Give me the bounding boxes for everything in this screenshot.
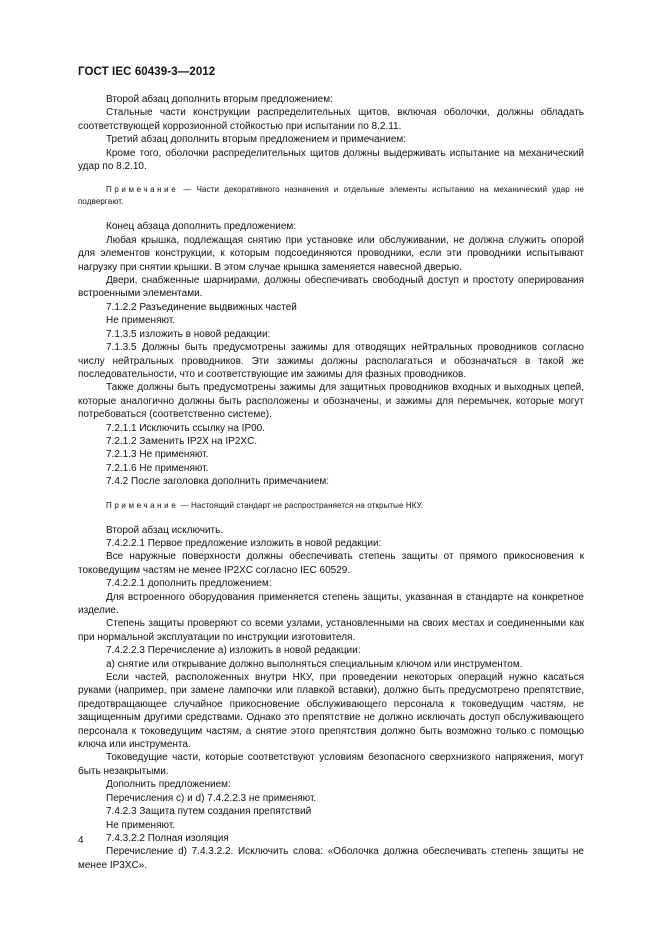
body-paragraph: 7.4.3.2.2 Полная изоляция xyxy=(106,832,229,844)
body-paragraph: Степень защиты проверяют со всеми узлами, установленными на своих местах и соединенными как при нормальной эксплуатации по инструкции изготовителя. xyxy=(78,618,584,643)
body-paragraph: Если частей, расположенных внутри НКУ, при проведении некоторых операций нужно касаться руками (например, при замене лампочки или плавкой вставки), должно быть предусмотрено препятствие, предотвращающее случайное прикосновение обслуживающего персонала к токоведущим частям, не защищенным другими средствами. Однако это препятствие не должно исключать доступ обслуживающего персонала к токоведущим частям, а снятие этого препятствия должно быть возможно только с помощью ключа или инструмента. xyxy=(78,672,584,751)
page-number: 4 xyxy=(78,835,84,846)
body-paragraph: 7.4.2.2.3 Перечисление а) изложить в новой редакции: xyxy=(106,645,361,657)
body-paragraph: 7.1.2.2 Разъединение выдвижных частей xyxy=(106,301,297,313)
body-paragraph: Стальные части конструкции распределительных щитов, включая оболочки, должны обладать соответствующей коррозионной стойкостью при испытании по 8.2.11. xyxy=(78,107,584,132)
body-paragraph: 7.2.1.3 Не применяют. xyxy=(106,449,209,461)
body-paragraph: Конец абзаца дополнить предложением: xyxy=(106,221,297,233)
body-paragraph: Перечисления с) и d) 7.4.2.2.3 не применяют. xyxy=(106,792,317,804)
body-paragraph: 7.1.3.5 Должны быть предусмотрены зажимы для отводящих нейтральных проводников согласно числу нейтральных проводников. Эти зажимы должны располагаться и обозначаться в такой же последовательности, что и соответствующие им зажимы для фазных проводников. xyxy=(78,342,584,380)
body-paragraph: Двери, снабженные шарнирами, должны обеспечивать свободный доступ и простоту оперирования встроенными элементами. xyxy=(78,275,584,300)
note-paragraph xyxy=(78,500,584,512)
body-paragraph: 7.2.1.2 Заменить IP2X на IP2XC. xyxy=(106,435,258,447)
document-body xyxy=(78,93,584,872)
note-text: — Настоящий стандарт не распространяется на открытые НКУ. xyxy=(178,500,424,510)
note-label: Примечание xyxy=(106,500,179,510)
body-paragraph: Для встроенного оборудования применяется степень защиты, указанная в стандарте на конкретное изделие. xyxy=(78,591,584,616)
body-paragraph: 7.2.1.1 Исключить ссылку на IP00. xyxy=(106,422,266,434)
body-paragraph: Второй абзац дополнить вторым предложением: xyxy=(106,94,333,105)
body-paragraph: 7.4.2 После заголовка дополнить примечанием: xyxy=(106,476,330,488)
body-paragraph: Все наружные поверхности должны обеспечивать степень защиты от прямого прикосновения к токоведущим частям не менее IP2XC согласно IEC 60529. xyxy=(78,551,584,576)
body-paragraph: Не применяют. xyxy=(106,315,176,327)
body-paragraph: Кроме того, оболочки распределительных щитов должны выдерживать испытание на механический удар по 8.2.10. xyxy=(78,147,584,173)
body-paragraph: Дополнить предложением: xyxy=(106,779,231,791)
body-paragraph: Не применяют. xyxy=(106,819,176,831)
note-paragraph xyxy=(78,184,584,208)
document-header: ГОСТ IEC 60439-3—2012 xyxy=(78,66,216,78)
body-paragraph: 7.1.3.5 изложить в новой редакции: xyxy=(106,328,271,340)
body-paragraph: 7.4.2.3 Защита путем создания препятствий xyxy=(106,806,312,818)
body-paragraph: Также должны быть предусмотрены зажимы для защитных проводников входных и выходных цепей, которые аналогично должны быть расположены и обозначены, и зажимы для перемычек, которые могут потребоваться (соответственно системе). xyxy=(78,382,584,421)
body-paragraph: 7.4.2.2.1 дополнить предложением: xyxy=(106,578,272,590)
note-label: Примечание xyxy=(106,185,179,195)
body-paragraph: Токоведущие части, которые соответствуют условиям безопасного сверхнизкого напряжения, могут быть незакрытыми. xyxy=(78,752,584,777)
body-paragraph: Любая крышка, подлежащая снятию при установке или обслуживании, не должна служить опорой для элементов конструкции, к которым подсоединяются проводники, если эти проводники испытывают нагрузку при снятии крышки. В этом случае крышка заменяется навесной дверью. xyxy=(78,234,584,273)
body-paragraph: Второй абзац исключить. xyxy=(106,524,224,536)
body-paragraph: 7.2.1.6 Не применяют. xyxy=(106,462,209,474)
body-paragraph: Третий абзац дополнить вторым предложением и примечанием: xyxy=(106,134,407,146)
body-paragraph: Перечисление d) 7.4.3.2.2. Исключить слова: «Оболочка должна обеспечивать степень защиты не менее IP3XC». xyxy=(78,846,584,871)
body-paragraph: а) снятие или открывание должно выполняться специальным ключом или инструментом. xyxy=(106,658,523,670)
note-text: — Части декоративного назначения и отдельные элементы испытанию на механический удар не подвергают. xyxy=(78,185,584,207)
body-paragraph: 7.4.2.2.1 Первое предложение изложить в новой редакции: xyxy=(106,537,382,549)
